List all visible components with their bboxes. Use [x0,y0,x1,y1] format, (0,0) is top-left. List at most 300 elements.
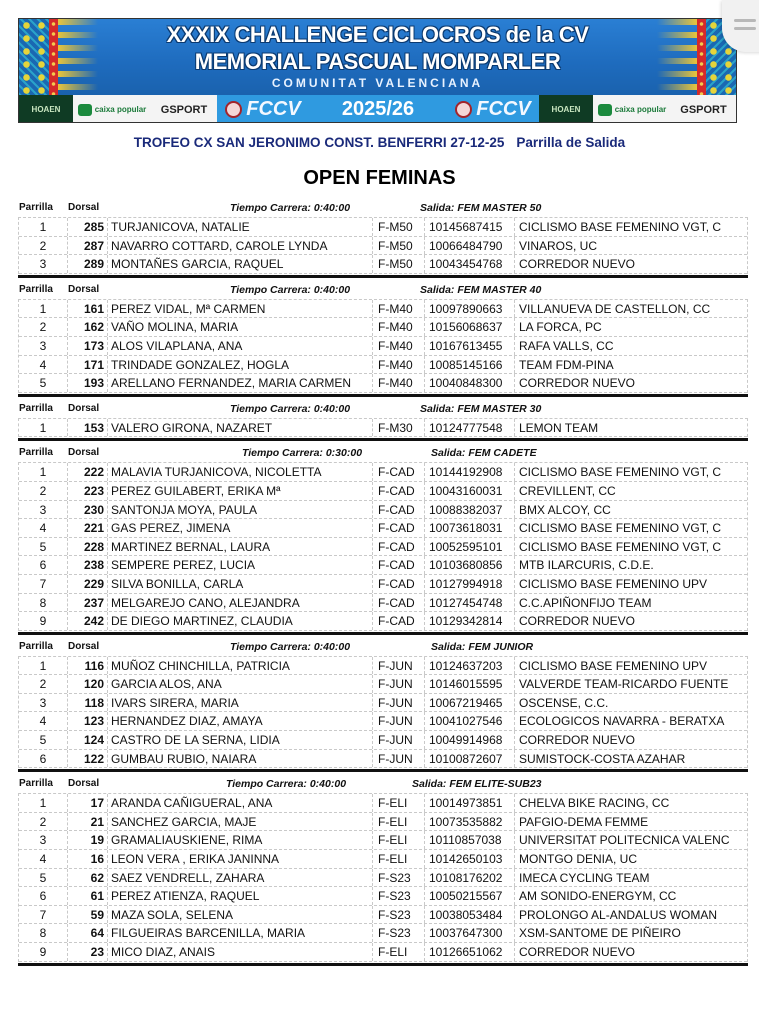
rider-category: F-M40 [373,356,425,374]
sponsor-logo-caixa-popular: caixa popular [73,95,151,123]
license-number: 10103680856 [425,556,515,574]
bib-number: 122 [68,750,108,768]
rider-name: MUÑOZ CHINCHILLA, PATRICIA [108,657,373,675]
grid-position: 7 [19,575,68,593]
group-header [18,637,748,656]
rider-category: F-ELI [373,831,425,849]
bib-number: 229 [68,575,108,593]
table-row [19,906,747,925]
rider-category: F-M30 [373,419,425,437]
grid-position: 7 [19,906,68,924]
category-group [18,637,748,773]
bib-number: 289 [68,255,108,273]
rider-category: F-CAD [373,612,425,630]
rider-list [18,217,748,274]
team-name: UNIVERSITAT POLITECNICA VALENC [519,833,730,848]
grid-position: 1 [19,463,68,481]
column-header-parrilla: Parrilla [19,640,53,652]
grid-position: 5 [19,731,68,749]
rider-name: GUMBAU RUBIO, NAIARA [108,750,373,768]
banner-title-area [19,19,736,95]
bib-number: 153 [68,419,108,437]
menu-handle-button[interactable] [722,0,759,52]
banner-memorial-title: MEMORIAL PASCUAL MOMPARLER [194,49,561,74]
bib-number: 287 [68,237,108,255]
category-group [18,443,748,634]
team-name: IMECA CYCLING TEAM [519,870,650,885]
grid-position: 9 [19,612,68,630]
column-header-parrilla: Parrilla [19,283,53,295]
group-divider [18,438,748,441]
category-group [18,399,748,442]
grid-position: 2 [19,318,68,336]
rider-name: HERNANDEZ DIAZ, AMAYA [108,712,373,730]
grid-position: 5 [19,374,68,392]
rider-category: F-M40 [373,374,425,392]
license-number: 10043160031 [425,482,515,500]
bib-number: 64 [68,924,108,942]
grid-position: 2 [19,813,68,831]
rider-category: F-ELI [373,813,425,831]
rider-category: F-M40 [373,300,425,318]
rider-category: F-S23 [373,887,425,905]
team-name: OSCENSE, C.C. [519,695,609,710]
table-row [19,218,747,237]
table-row [19,731,747,750]
team-name: TEAM FDM-PINA [519,357,614,372]
license-number: 10126651062 [425,943,515,961]
license-number: 10145687415 [425,218,515,236]
grid-position: 2 [19,675,68,693]
rider-category: F-M40 [373,318,425,336]
group-divider [18,275,748,278]
sponsor-logo-fccv: FCCV [447,95,539,123]
rider-category: F-S23 [373,924,425,942]
team-name: PAFGIO-DEMA FEMME [519,814,649,829]
rider-name: PEREZ GUILABERT, ERIKA Mª [108,482,373,500]
team-name: CORREDOR NUEVO [519,376,636,391]
grid-position: 5 [19,538,68,556]
license-number: 10014973851 [425,794,515,812]
grid-position: 3 [19,694,68,712]
license-number: 10127454748 [425,594,515,612]
grid-position: 4 [19,519,68,537]
rider-category: F-CAD [373,538,425,556]
team-name: CORREDOR NUEVO [519,257,636,272]
grid-position: 1 [19,794,68,812]
rider-category: F-ELI [373,794,425,812]
sponsor-logo-fccv: FCCV [217,95,309,123]
team-name: XSM-SANTOME DE PIÑEIRO [519,926,681,941]
grid-position: 1 [19,218,68,236]
rider-category: F-CAD [373,594,425,612]
start-category: Salida: FEM CADETE [431,447,537,460]
team-name: CICLISMO BASE FEMENINO VGT, C [519,465,722,480]
rider-category: F-S23 [373,906,425,924]
team-name: CREVILLENT, CC [519,483,616,498]
rider-name: SANCHEZ GARCIA, MAJE [108,813,373,831]
rider-category: F-CAD [373,463,425,481]
group-header [18,443,748,462]
rider-name: VALERO GIRONA, NAZARET [108,419,373,437]
bib-number: 16 [68,850,108,868]
team-name: VILLANUEVA DE CASTELLON, CC [519,301,711,316]
column-header-dorsal: Dorsal [68,202,100,213]
start-category: Salida: FEM MASTER 50 [420,202,542,214]
bib-number: 222 [68,463,108,481]
sponsor-logo-gsport: GSPORT [680,103,727,116]
group-header [18,198,748,217]
rider-name: MARTINEZ BERNAL, LAURA [108,538,373,556]
bib-number: 171 [68,356,108,374]
group-divider [18,394,748,397]
team-name: CICLISMO BASE FEMENINO VGT, C [519,220,722,234]
rider-name: SAEZ VENDRELL, ZAHARA [108,869,373,887]
license-number: 10110857038 [425,831,515,849]
team-name: MONTGO DENIA, UC [519,852,638,867]
grid-position: 1 [19,300,68,318]
rider-name: TURJANICOVA, NATALIE [108,218,373,236]
bib-number: 23 [68,943,108,961]
bib-number: 161 [68,300,108,318]
table-row [19,712,747,731]
license-number: 10108176202 [425,869,515,887]
team-name: CICLISMO BASE FEMENINO VGT, C [519,521,722,536]
start-category: Salida: FEM MASTER 30 [420,402,542,415]
sponsor-logo-hoaen: HOAEN [19,95,73,123]
bib-number: 120 [68,675,108,693]
rider-name: ARELLANO FERNANDEZ, MARIA CARMEN [108,374,373,392]
rider-name: SANTONJA MOYA, PAULA [108,501,373,519]
race-time: Tiempo Carrera: 0:40:00 [230,202,351,214]
bib-number: 230 [68,501,108,519]
column-header-dorsal: Dorsal [68,283,100,295]
license-number: 10097890663 [425,300,515,318]
rider-list [18,793,748,961]
rider-category: F-ELI [373,850,425,868]
table-row [19,255,747,274]
table-row [19,356,747,375]
fccv-emblem-icon [225,101,242,118]
table-row [19,519,747,538]
document-type-label: Parrilla de Salida [516,135,626,150]
bib-number: 193 [68,374,108,392]
bib-number: 116 [68,657,108,675]
category-group [18,774,748,965]
team-name: SUMISTOCK-COSTA AZAHAR [519,751,686,766]
license-number: 10167613455 [425,337,515,355]
rider-category: F-ELI [373,943,425,961]
license-number: 10050215567 [425,887,515,905]
table-row [19,750,747,769]
grid-position: 6 [19,750,68,768]
rider-list [18,418,748,438]
bib-number: 118 [68,694,108,712]
license-number: 10066484790 [425,237,515,255]
license-number: 10156068637 [425,318,515,336]
rider-list [18,299,748,393]
rider-name: MAZA SOLA, SELENA [108,906,373,924]
bib-number: 221 [68,519,108,537]
team-name: ECOLOGICOS NAVARRA - BERATXA [519,714,725,729]
rider-name: TRINDADE GONZALEZ, HOGLA [108,356,373,374]
category-group [18,280,748,397]
column-header-parrilla: Parrilla [19,202,53,213]
bib-number: 61 [68,887,108,905]
grid-position: 3 [19,337,68,355]
table-row [19,556,747,575]
rider-name: MALAVIA TURJANICOVA, NICOLETTA [108,463,373,481]
bib-number: 59 [68,906,108,924]
table-row [19,318,747,337]
race-time: Tiempo Carrera: 0:30:00 [242,447,363,460]
rider-name: CASTRO DE LA SERNA, LIDIA [108,731,373,749]
team-name: CICLISMO BASE FEMENINO UPV [519,576,708,591]
license-number: 10043454768 [425,255,515,273]
team-name: CHELVA BIKE RACING, CC [519,796,670,811]
grid-position: 4 [19,850,68,868]
sponsor-logo-caixa-popular: caixa popular [593,95,671,123]
license-number: 10088382037 [425,501,515,519]
bib-number: 21 [68,813,108,831]
rider-list [18,656,748,769]
team-name: CORREDOR NUEVO [519,614,636,629]
license-number: 10073535882 [425,813,515,831]
race-time: Tiempo Carrera: 0:40:00 [230,283,351,296]
team-name: RAFA VALLS, CC [519,338,614,353]
grid-position: 5 [19,869,68,887]
rider-name: NAVARRO COTTARD, CAROLE LYNDA [108,237,373,255]
rider-name: PEREZ ATIENZA, RAQUEL [108,887,373,905]
license-number: 10037647300 [425,924,515,942]
rider-name: VAÑO MOLINA, MARIA [108,318,373,336]
license-number: 10067219465 [425,694,515,712]
sponsor-logo-gsport: GSPORT [160,103,208,116]
team-name: BMX ALCOY, CC [519,502,611,517]
grid-position: 8 [19,924,68,942]
table-row [19,887,747,906]
license-number: 10144192908 [425,463,515,481]
rider-name: MICO DIAZ, ANAIS [108,943,373,961]
rider-category: F-CAD [373,482,425,500]
rider-name: ALOS VILAPLANA, ANA [108,337,373,355]
event-banner [18,18,737,123]
team-name: PROLONGO AL-ANDALUS WOMAN [519,907,718,922]
group-divider [18,963,748,966]
column-header-parrilla: Parrilla [19,778,53,790]
column-header-dorsal: Dorsal [68,447,100,459]
grid-position: 8 [19,594,68,612]
banner-challenge-title: XXXIX CHALLENGE CICLOCROS de la CV [166,22,589,47]
table-row [19,463,747,482]
team-name: AM SONIDO-ENERGYM, CC [519,889,677,904]
bib-number: 123 [68,712,108,730]
rider-category: F-CAD [373,519,425,537]
team-name: CICLISMO BASE FEMENINO UPV [519,658,708,673]
rider-category: F-JUN [373,675,425,693]
team-name: CORREDOR NUEVO [519,945,636,959]
group-header [18,280,748,299]
license-number: 10073618031 [425,519,515,537]
table-row [19,794,747,813]
rider-category: F-JUN [373,750,425,768]
team-name: MTB ILARCURIS, C.D.E. [519,558,654,573]
table-row [19,850,747,869]
grid-position: 9 [19,943,68,961]
grid-position: 3 [19,255,68,273]
menu-icon [734,19,756,22]
bib-number: 17 [68,794,108,812]
rider-name: MELGAREJO CANO, ALEJANDRA [108,594,373,612]
grid-position: 1 [19,657,68,675]
page-title: OPEN FEMINAS [303,167,456,189]
rider-category: F-M50 [373,218,425,236]
table-row [19,831,747,850]
bib-number: 285 [68,218,108,236]
group-divider [18,769,748,772]
event-subtitle [0,135,759,150]
rider-name: IVARS SIRERA, MARIA [108,694,373,712]
rider-name: DE DIEGO MARTINEZ, CLAUDIA [108,612,373,630]
start-category: Salida: FEM MASTER 40 [420,283,542,296]
table-row [19,813,747,832]
rider-name: FILGUEIRAS BARCENILLA, MARIA [108,924,373,942]
grid-position: 3 [19,501,68,519]
bib-number: 238 [68,556,108,574]
table-row [19,300,747,319]
table-row [19,675,747,694]
team-name: C.C.APIÑONFIJO TEAM [519,595,652,610]
group-header [18,399,748,418]
license-number: 10038053484 [425,906,515,924]
sponsor-logo-hoaen: HOAEN [539,95,593,123]
license-number: 10052595101 [425,538,515,556]
license-number: 10146015595 [425,675,515,693]
start-category: Salida: FEM JUNIOR [431,640,534,653]
table-row [19,924,747,943]
license-number: 10127994918 [425,575,515,593]
grid-position: 2 [19,482,68,500]
rider-category: F-JUN [373,657,425,675]
race-time: Tiempo Carrera: 0:40:00 [230,402,351,415]
team-name: CORREDOR NUEVO [519,733,636,748]
bib-number: 173 [68,337,108,355]
rider-name: LEON VERA , ERIKA JANINNA [108,850,373,868]
rider-list [18,462,748,630]
rider-name: SEMPERE PEREZ, LUCIA [108,556,373,574]
race-time: Tiempo Carrera: 0:40:00 [226,778,347,791]
license-number: 10040848300 [425,374,515,392]
grid-position: 1 [19,419,68,437]
table-row [19,594,747,613]
table-row [19,575,747,594]
group-header [18,774,748,793]
grid-position: 6 [19,556,68,574]
table-row [19,337,747,356]
team-name: LA FORCA, PC [519,320,602,335]
start-category: Salida: FEM ELITE-SUB23 [412,778,542,791]
caixa-popular-icon [598,104,612,116]
grid-position: 4 [19,356,68,374]
bib-number: 124 [68,731,108,749]
rider-name: SILVA BONILLA, CARLA [108,575,373,593]
table-row [19,419,747,438]
table-row [19,501,747,520]
table-row [19,612,747,631]
license-number: 10100872607 [425,750,515,768]
column-header-dorsal: Dorsal [68,640,100,652]
rider-category: F-CAD [373,501,425,519]
grid-position: 2 [19,237,68,255]
table-row [19,237,747,256]
table-row [19,694,747,713]
bib-number: 62 [68,869,108,887]
bib-number: 19 [68,831,108,849]
rider-name: MONTAÑES GARCIA, RAQUEL [108,255,373,273]
table-row [19,943,747,962]
rider-category: F-JUN [373,731,425,749]
caixa-popular-icon [78,104,92,116]
column-header-dorsal: Dorsal [68,778,100,790]
rider-category: F-M40 [373,337,425,355]
team-name: CICLISMO BASE FEMENINO VGT, C [519,539,722,554]
bib-number: 223 [68,482,108,500]
rider-name: GAS PEREZ, JIMENA [108,519,373,537]
rider-category: F-CAD [373,575,425,593]
starting-grid-table [18,198,748,968]
rider-category: F-JUN [373,694,425,712]
team-name: LEMON TEAM [519,420,599,435]
table-row [19,538,747,557]
team-name: VINAROS, UC [519,238,598,253]
license-number: 10124777548 [425,419,515,437]
rider-name: GARCIA ALOS, ANA [108,675,373,693]
grid-position: 6 [19,887,68,905]
race-time: Tiempo Carrera: 0:40:00 [230,640,351,653]
license-number: 10129342814 [425,612,515,630]
bib-number: 228 [68,538,108,556]
rider-category: F-M50 [373,255,425,273]
event-name: TROFEO CX SAN JERONIMO CONST. BENFERRI 27-12-25 [133,135,505,150]
column-header-parrilla: Parrilla [19,402,53,414]
category-group [18,198,748,278]
rider-category: F-JUN [373,712,425,730]
license-number: 10142650103 [425,850,515,868]
license-number: 10041027546 [425,712,515,730]
license-number: 10085145166 [425,356,515,374]
bib-number: 242 [68,612,108,630]
group-divider [18,632,748,635]
sponsor-bar [19,95,736,123]
column-header-dorsal: Dorsal [68,402,100,414]
rider-name: PEREZ VIDAL, Mª CARMEN [108,300,373,318]
table-row [19,482,747,501]
bib-number: 237 [68,594,108,612]
table-row [19,869,747,888]
fccv-emblem-icon [455,101,472,118]
bib-number: 162 [68,318,108,336]
season-label: 2025/26 [309,95,447,123]
rider-name: GRAMALIAUSKIENE, RIMA [108,831,373,849]
grid-position: 4 [19,712,68,730]
rider-category: F-M50 [373,237,425,255]
banner-region: COMUNITAT VALENCIANA [271,76,484,90]
rider-category: F-CAD [373,556,425,574]
rider-category: F-S23 [373,869,425,887]
team-name: VALVERDE TEAM-RICARDO FUENTE [519,677,729,692]
rider-name: ARANDA CAÑIGUERAL, ANA [108,794,373,812]
license-number: 10049914968 [425,731,515,749]
